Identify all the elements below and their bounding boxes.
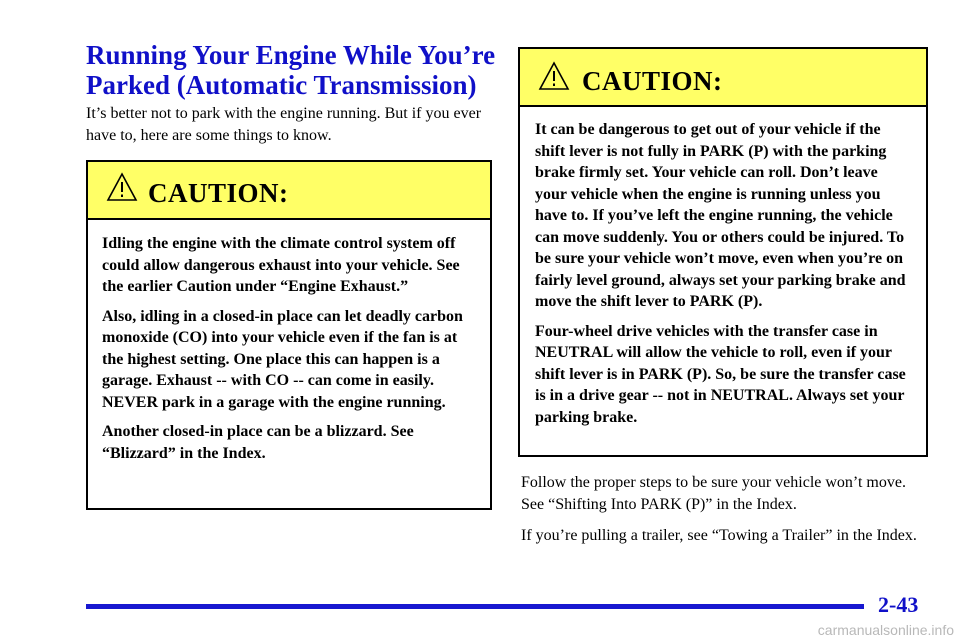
- footer-rule: [86, 604, 864, 609]
- warning-triangle-icon: [538, 61, 570, 91]
- trailer-paragraph: If you’re pulling a trailer, see “Towing a Trailer” in the Index.: [521, 527, 917, 544]
- caution-body: [88, 220, 490, 464]
- section-heading-line-2: Parked (Automatic Transmission): [86, 70, 477, 100]
- caution-header: [520, 49, 926, 107]
- caution-paragraph: Idling the engine with the climate control system off could allow dangerous exhaust into your vehicle. See the earlier Caution under “Engine Exhaust.”: [102, 235, 460, 295]
- watermark: carmanualsonline.info: [817, 622, 954, 638]
- closing-text: [521, 472, 921, 556]
- caution-paragraph: It can be dangerous to get out of your vehicle if the shift lever is not fully in PARK (P) with the parking brake firmly set. Your vehicle can roll. Don’t leave your vehicle when the engine is running unless you have to. If you’ve left the engine running, the vehicle can move suddenly. You or others could be injured. To be sure your vehicle won’t move, even when you’re on fairly level ground, always set your parking brake and move the shift lever to PARK (P).: [535, 121, 906, 310]
- intro-paragraph: It’s better not to park with the engine running. But if you ever have to, here are some things to know.: [86, 105, 482, 144]
- warning-triangle-icon: [106, 172, 138, 202]
- caution-header: [88, 162, 490, 220]
- caution-paragraph: Also, idling in a closed-in place can let deadly carbon monoxide (CO) into your vehicle even if the fan is at the highest setting. One place this can happen is a garage. Exhaust -- with CO -- can come in easily. NEVER park in a garage with the engine running.: [102, 307, 463, 411]
- page-number: 2-43: [878, 592, 919, 617]
- caution-paragraph: Four-wheel drive vehicles with the transfer case in NEUTRAL will allow the vehicle to roll, even if your shift lever is in PARK (P). So, be sure the transfer case is in a drive gear -- not in NEUTRAL. Always set your parking brake.: [535, 322, 906, 426]
- caution-paragraph: Another closed-in place can be a blizzard. See “Blizzard” in the Index.: [102, 423, 414, 462]
- caution-title: CAUTION:: [148, 178, 289, 208]
- section-heading-line-1: Running Your Engine While You’re: [86, 40, 496, 70]
- caution-title: CAUTION:: [582, 66, 723, 96]
- caution-box-idling: [86, 160, 492, 510]
- section-heading: [86, 40, 506, 100]
- follow-paragraph: Follow the proper steps to be sure your vehicle won’t move. See “Shifting Into PARK (P)” in the Index.: [521, 474, 906, 513]
- caution-body: [520, 107, 926, 428]
- caution-box-parking: [518, 47, 928, 457]
